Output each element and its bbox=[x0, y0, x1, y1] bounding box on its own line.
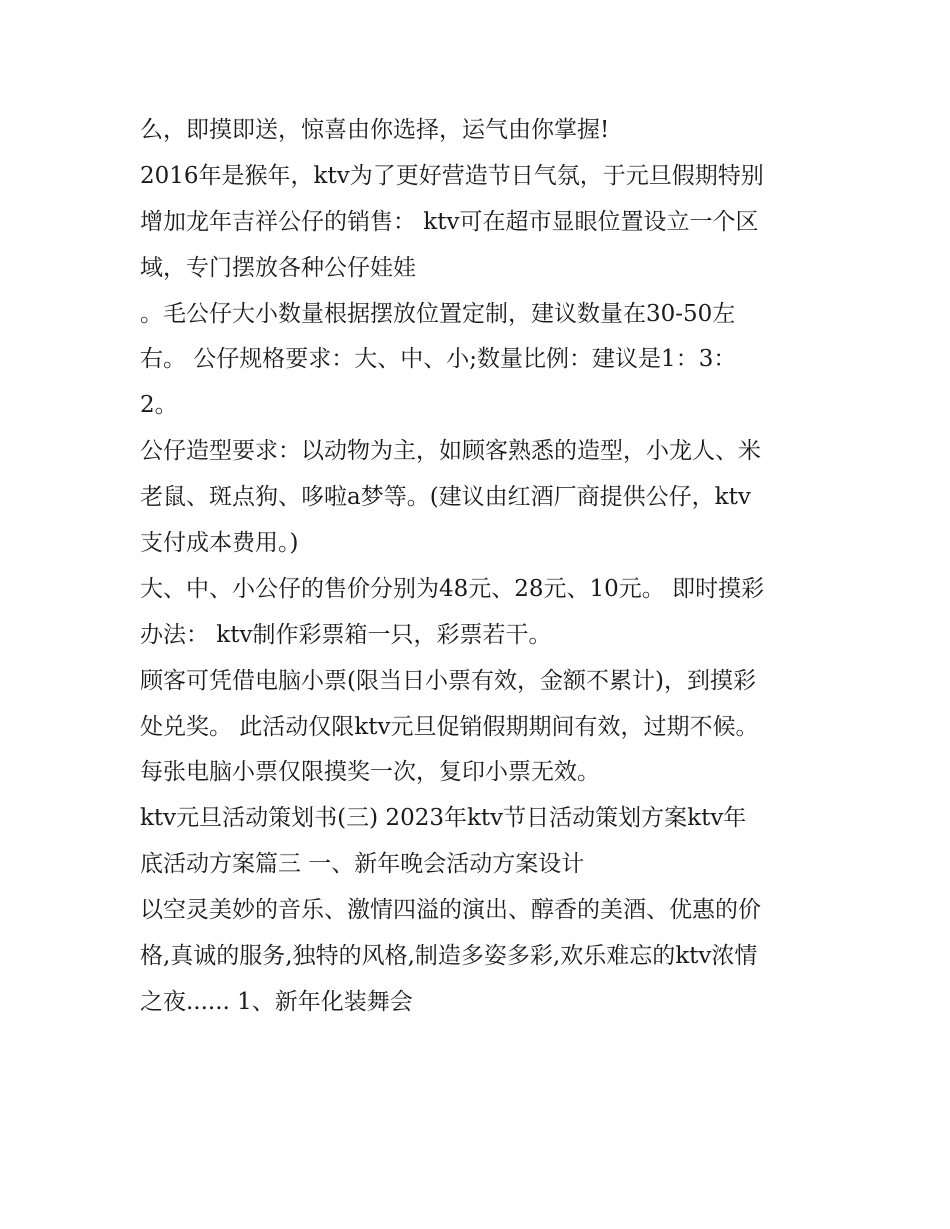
text-line-17: 底活动方案篇三 一、新年晚会活动方案设计 bbox=[140, 851, 585, 878]
text-line-10: 支付成本费用。) bbox=[140, 530, 299, 557]
text-line-3: 增加龙年吉祥公仔的销售： ktv可在超市显眼位置设立一个区 bbox=[140, 208, 759, 235]
text-line-8: 公仔造型要求：以动物为主，如顾客熟悉的造型，小龙人、米 bbox=[140, 438, 761, 465]
text-line-1: 么，即摸即送，惊喜由你选择，运气由你掌握! bbox=[140, 117, 610, 143]
text-line-4: 域，专门摆放各种公仔娃娃 bbox=[140, 254, 416, 281]
text-line-6: 右。 公仔规格要求：大、中、小;数量比例：建议是1：3： bbox=[140, 346, 737, 373]
text-line-11: 大、中、小公仔的售价分别为48元、28元、10元。 即时摸彩 bbox=[140, 575, 765, 602]
text-line-15: 每张电脑小票仅限摸奖一次，复印小票无效。 bbox=[140, 759, 600, 786]
text-line-9: 老鼠、斑点狗、哆啦a梦等。(建议由红酒厂商提供公仔，ktv bbox=[140, 484, 751, 511]
text-line-18: 以空灵美妙的音乐、激情四溢的演出、醇香的美酒、优惠的价 bbox=[140, 897, 761, 924]
text-line-20: 之夜...... 1、新年化装舞会 bbox=[140, 988, 413, 1015]
text-line-7: 2。 bbox=[140, 392, 178, 419]
text-line-16: ktv元旦活动策划书(三) 2023年ktv节日活动策划方案ktv年 bbox=[140, 805, 747, 832]
document-body bbox=[140, 108, 830, 1026]
text-line-14: 处兑奖。 此活动仅限ktv元旦促销假期期间有效，过期不候。 bbox=[140, 713, 759, 740]
text-line-2: 2016年是猴年，ktv为了更好营造节日气氛，于元旦假期特别 bbox=[140, 162, 764, 189]
text-line-12: 办法： ktv制作彩票箱一只，彩票若干。 bbox=[140, 621, 552, 648]
text-line-13: 顾客可凭借电脑小票(限当日小票有效，金额不累计)，到摸彩 bbox=[140, 667, 756, 694]
text-line-5: 。毛公仔大小数量根据摆放位置定制，建议数量在30-50左 bbox=[140, 300, 736, 327]
text-line-19: 格,真诚的服务,独特的风格,制造多姿多彩,欢乐难忘的ktv浓情 bbox=[140, 943, 758, 970]
